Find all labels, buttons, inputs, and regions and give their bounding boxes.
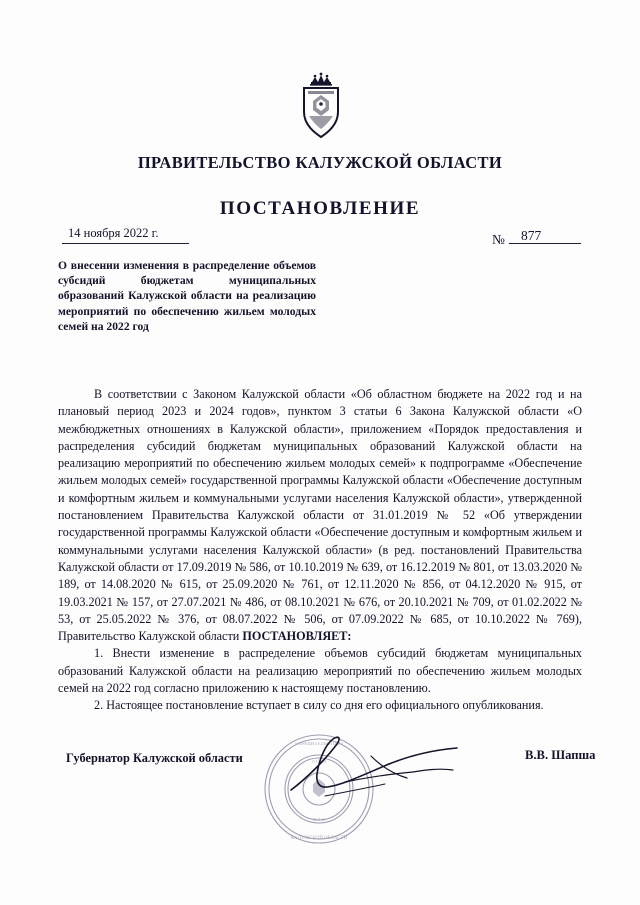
number-symbol: № xyxy=(492,232,505,247)
clause-2: 2. Настоящее постановление вступает в силу со дня его официального опубликования. xyxy=(94,698,544,713)
signer-name: В.В. Шапша xyxy=(525,748,596,762)
document-date: 14 ноября 2022 г. xyxy=(68,226,159,240)
clause-1: 1. Внести изменение в распределение объемов субсидий бюджетам муниципальных образований Калужской области на реализацию мероприятий по обеспечению жильем молодых семей на 2022 год согласно приложению к настоящему постановлению. xyxy=(58,646,582,696)
preamble-text: В соответствии с Законом Калужской области «Об областном бюджете на 2022 год и на плановый период 2023 и 2024 годов», пунктом 3 статьи 6 Закона Калужской области «О межбюджетных отношениях в Калужской области», приложением «Порядок предоставления и распределения субсидий бюджетам муниципальных образований Калужской области на реализацию мероприятий по обеспечению жильем молодых семей» к подпрограмме «Обеспечение жильем молодых семей» государственной программы Калужской области «Обеспечение доступным и комфортным жильем и коммунальными услугами населения Калужской области», утвержденной постановлением Правительства Калужской области от 31.01.2019 № 52 «Об утверждении государственной программы Калужской области «Обеспечение доступным и комфортным жильем и коммунальными услугами населения Калужской области» (в ред. постановлений Правительства Калужской области от 17.09.2019 № 586, от 10.10.2019 № 639, от 16.12.2019 № 801, от 13.03.2020 № 189, от 14.08.2020 № 615, от 25.09.2020 № 761, от 12.11.2020 № 856, от 04.12.2020 № 915, от 19.03.2021 № 157, от 27.07.2021 № 486, от 08.10.2021 № 676, от 20.10.2021 № 709, от 01.02.2022 № 53, от 25.05.2022 № 376, от 08.07.2022 № 506, от 07.09.2022 № 685, от 10.10.2022 № 769), Правительство Калужской области xyxy=(58,387,582,644)
preamble-paragraph xyxy=(58,386,582,645)
coat-of-arms-icon xyxy=(295,70,347,142)
document-type-heading: ПОСТАНОВЛЕНИЕ xyxy=(219,198,421,219)
document-subject: О внесении изменения в распределение объемов субсидий бюджетам муниципальных образований Калужской области на реализацию мероприятий по обеспечению жильем молодых семей на 2022 год xyxy=(58,259,316,333)
resolves-keyword: ПОСТАНОВЛЯЕТ: xyxy=(242,629,352,644)
number-underline xyxy=(509,243,581,244)
government-title: ПРАВИТЕЛЬСТВО КАЛУЖСКОЙ ОБЛАСТИ xyxy=(137,153,503,172)
date-underline xyxy=(62,243,189,244)
svg-text:КАЛУЖСКОЙ ОБЛАСТИ: КАЛУЖСКОЙ ОБЛАСТИ xyxy=(290,836,348,841)
svg-text:И Н Н: И Н Н xyxy=(313,817,325,822)
svg-text:О Г Р Н: О Г Р Н xyxy=(311,759,327,764)
svg-text:• ПРАВИТЕЛЬСТВО •: • ПРАВИТЕЛЬСТВО • xyxy=(295,742,343,747)
handwritten-signature-icon xyxy=(285,726,465,812)
signer-title: Губернатор Калужской области xyxy=(66,751,243,765)
number-value: 877 xyxy=(521,228,542,243)
document-body xyxy=(58,386,582,715)
